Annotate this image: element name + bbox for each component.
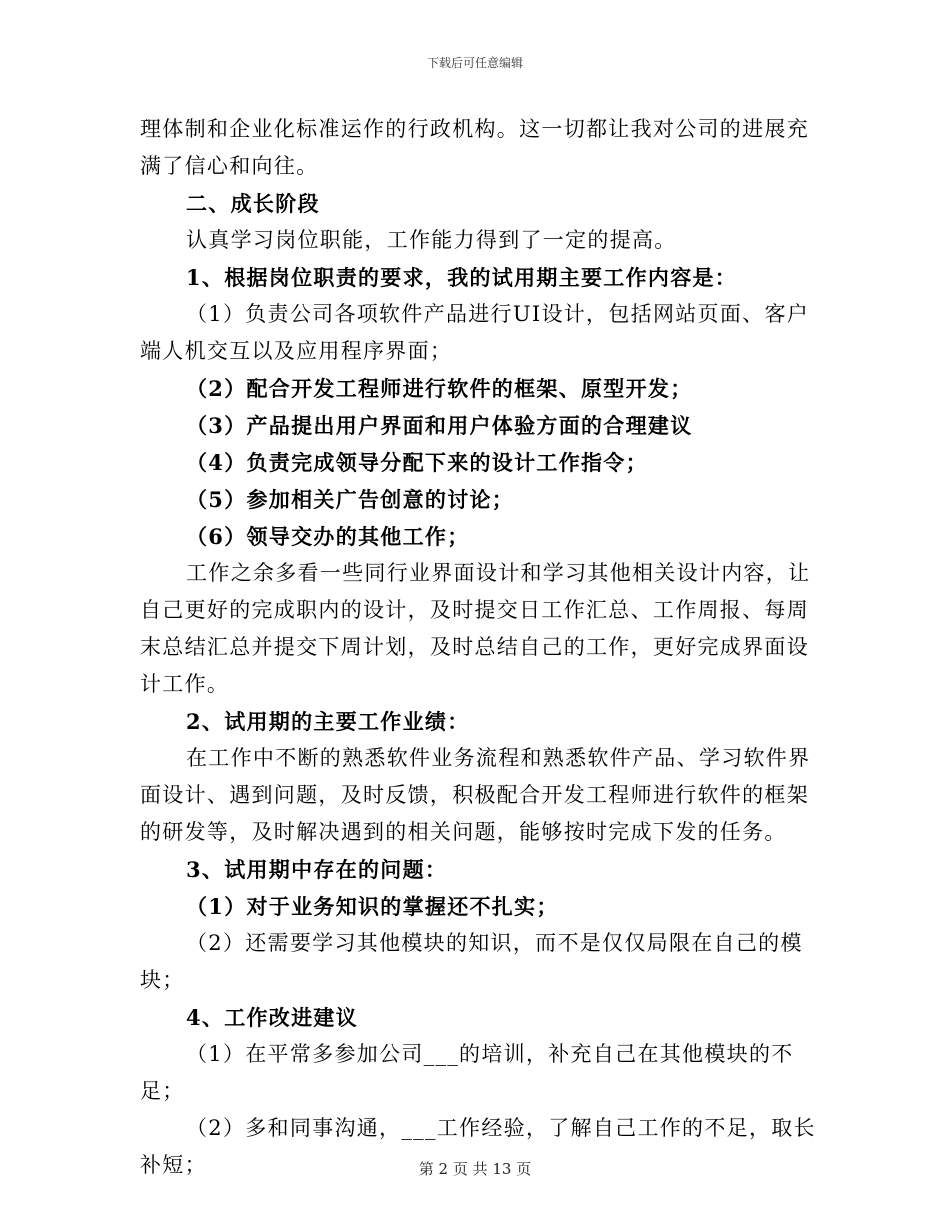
section-heading: （2）配合开发工程师进行软件的框架、原型开发； bbox=[186, 376, 693, 401]
section-heading: 2、试用期的主要工作业绩： bbox=[186, 709, 470, 734]
body-paragraph: 理体制和企业化标准运作的行政机构。这一切都让我对公司的进展充满了信心和向往。 bbox=[140, 117, 809, 178]
body-paragraph: 认真学习岗位职能，工作能力得到了一定的提高。 bbox=[186, 228, 677, 252]
body-paragraph: 在工作中不断的熟悉软件业务流程和熟悉软件产品、学习软件界面设计、遇到问题，及时反馈，积极配合开发工程师进行软件的框架的研发等，及时解决遇到的相关问题，能够按时完成下发的任务。 bbox=[140, 746, 811, 844]
body-paragraph: （1）在平常多参加公司___的培训，补充自己在其他模块的不足； bbox=[140, 1042, 794, 1103]
section-heading: （6）领导交办的其他工作； bbox=[186, 524, 470, 549]
section-heading: 1、根据岗位职责的要求，我的试用期主要工作内容是： bbox=[186, 265, 738, 290]
body-paragraph: （2）多和同事沟通，___工作经验，了解自己工作的不足，取长补短； bbox=[140, 1116, 816, 1177]
body-paragraph: （1）负责公司各项软件产品进行UI设计，包括网站页面、客户端人机交互以及应用程序界面； bbox=[140, 302, 810, 363]
section-heading: 3、试用期中存在的问题： bbox=[186, 857, 448, 882]
section-heading: （3）产品提出用户界面和用户体验方面的合理建议 bbox=[186, 413, 693, 438]
section-heading: （4）负责完成领导分配下来的设计工作指令； bbox=[186, 450, 648, 475]
section-heading: （1）对于业务知识的掌握还不扎实； bbox=[186, 894, 559, 919]
page-number: 第 2 页 共 13 页 bbox=[418, 1160, 532, 1178]
page-header-note: 下载后可任意编辑 bbox=[426, 56, 523, 70]
body-paragraph: （2）还需要学习其他模块的知识，而不是仅仅局限在自己的模块； bbox=[140, 931, 803, 992]
section-heading: （5）参加相关广告创意的讨论； bbox=[186, 487, 515, 512]
document-body bbox=[140, 111, 820, 1184]
body-paragraph: 工作之余多看一些同行业界面设计和学习其他相关设计内容，让自己更好的完成职内的设计，及时提交日工作汇总、工作周报、每周末总结汇总并提交下周计划，及时总结自己的工作，更好完成界面设计工作。 bbox=[140, 561, 811, 696]
section-heading: 二、成长阶段 bbox=[186, 191, 320, 216]
section-heading: 4、工作改进建议 bbox=[186, 1005, 359, 1030]
